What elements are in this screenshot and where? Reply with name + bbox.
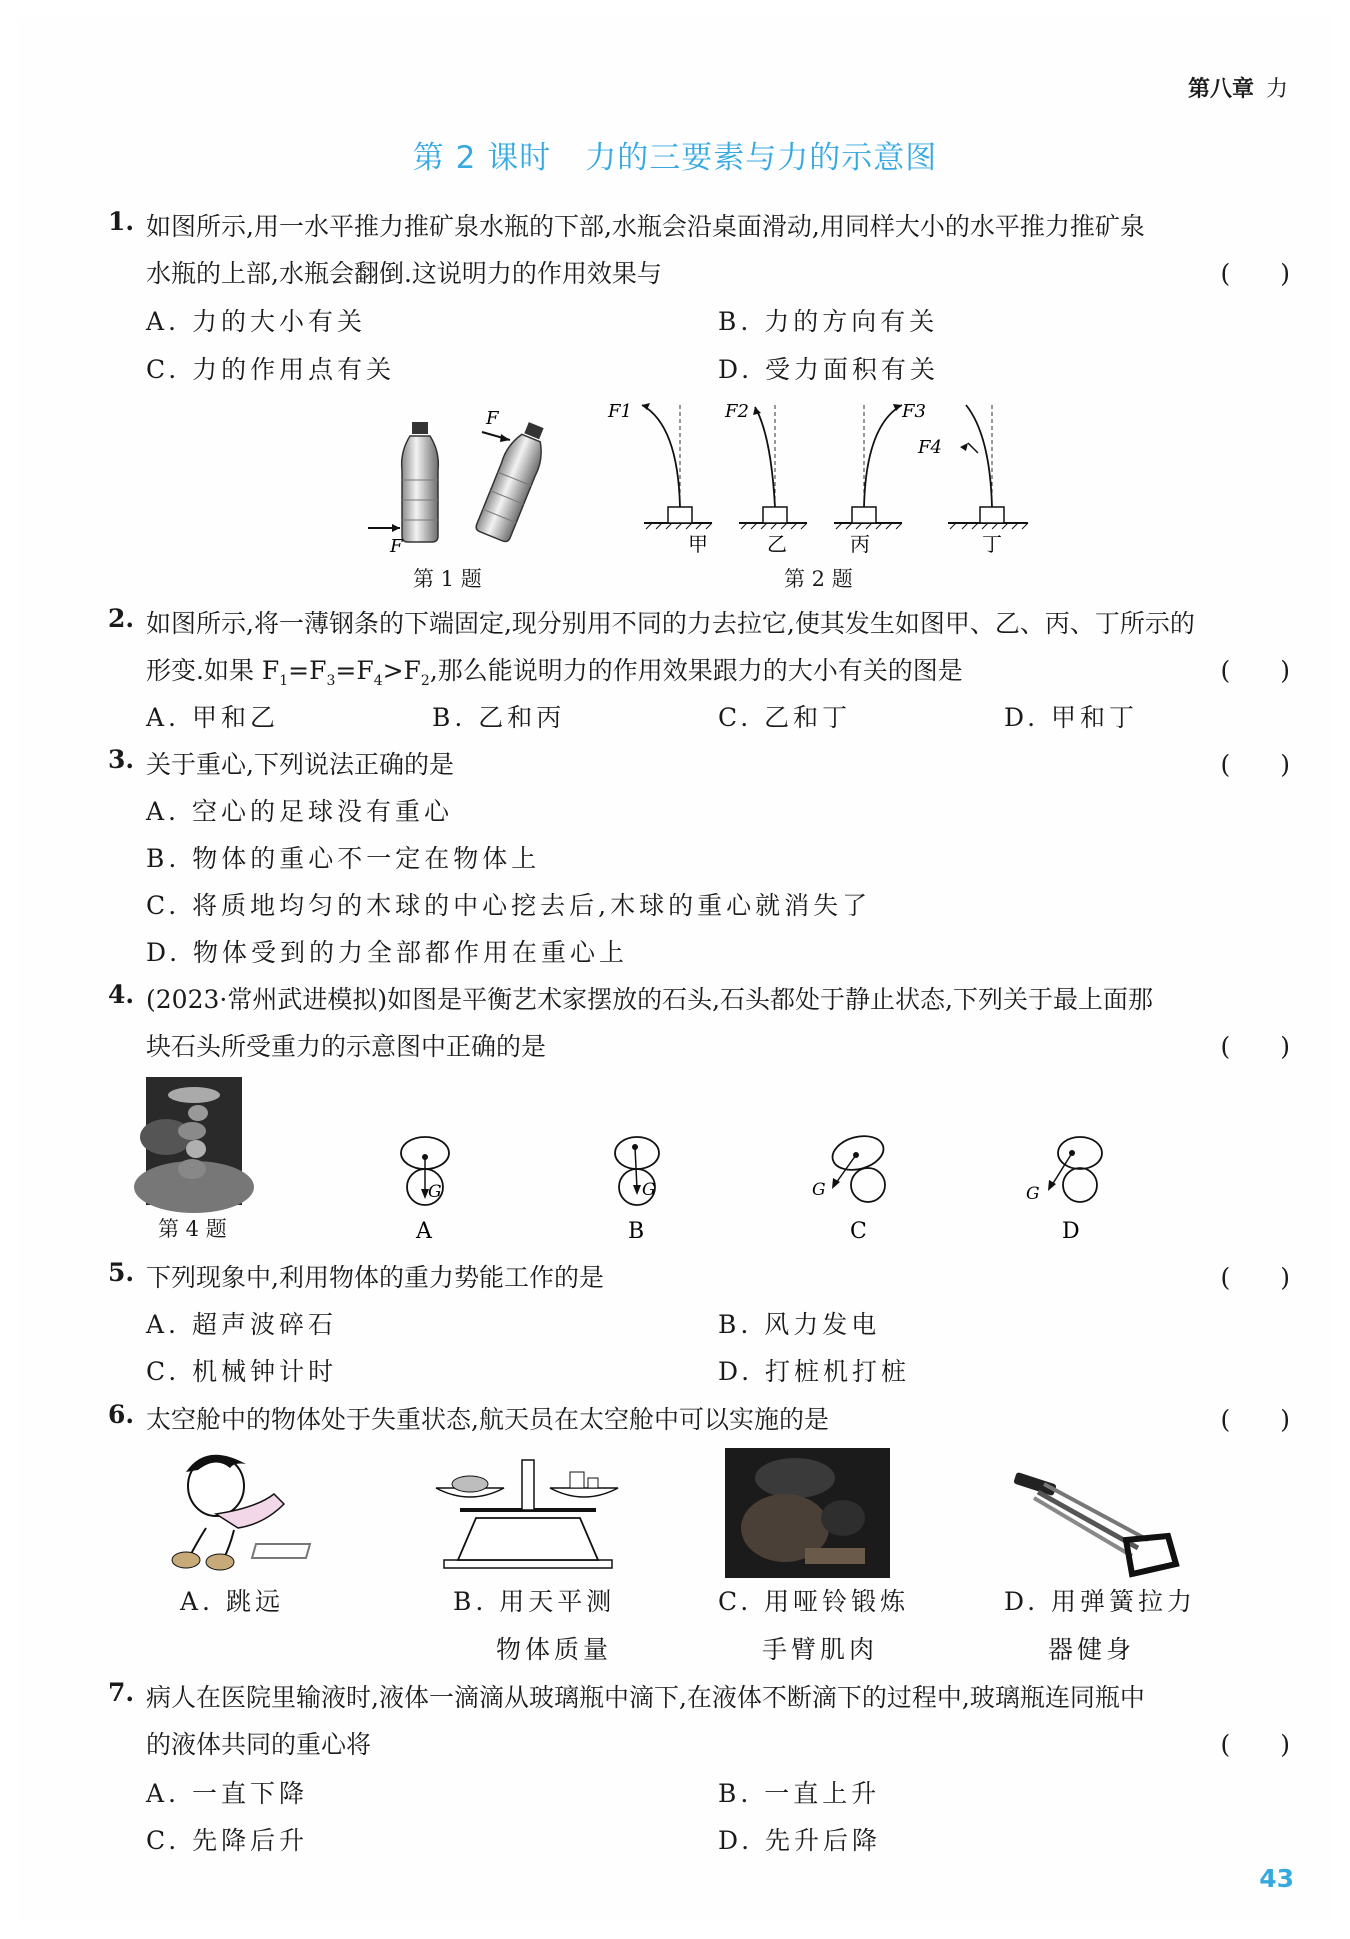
q7-text-line1: 病人在医院里输液时,液体一滴滴从玻璃瓶中滴下,在液体不断滴下的过程中,玻璃瓶连同瓶中 [146, 1683, 1145, 1712]
strip-label-ding: 丁 [982, 532, 1002, 556]
figure-6a-long-jump [146, 1448, 316, 1573]
force-arrow-upper [482, 408, 510, 442]
choice-c-diagram [812, 1131, 887, 1244]
q1-option-b[interactable]: B. 力的方向有关 [718, 307, 939, 336]
q7-option-b[interactable]: B. 一直上升 [718, 1779, 881, 1808]
q3-option-b[interactable]: B. 物体的重心不一定在物体上 [146, 844, 541, 873]
q4-text-line1: (2023·常州武进模拟)如图是平衡艺术家摆放的石头,石头都处于静止状态,下列关于最上面那 [146, 985, 1153, 1014]
q7-option-a[interactable]: A. 一直下降 [146, 1779, 308, 1808]
figure-1-caption: 第 1 题 [413, 567, 482, 591]
strip-bing [834, 401, 926, 556]
q6-option-a-line1[interactable]: A. 跳远 [180, 1587, 284, 1616]
q2-option-a[interactable]: A. 甲和乙 [146, 703, 279, 732]
force-label-f4: F4 [918, 437, 942, 458]
q6-option-c-line1[interactable]: C. 用哑铃锻炼 [718, 1587, 910, 1616]
choice-a-label: A [416, 1219, 432, 1244]
bottle-tilted [474, 418, 553, 543]
q7-option-d[interactable]: D. 先升后降 [718, 1826, 882, 1855]
choice-c-label: C [850, 1219, 867, 1244]
lesson-topic: 力的三要素与力的示意图 [585, 140, 938, 176]
figure-2-caption: 第 2 题 [784, 567, 853, 591]
q5-answer-blank[interactable]: ( ) [1220, 1263, 1290, 1292]
q3-text-line1: 关于重心,下列说法正确的是 [146, 750, 454, 779]
strip-label-yi: 乙 [767, 532, 787, 556]
figure-4-gravity-choices [380, 1125, 1160, 1245]
q2-option-d[interactable]: D. 甲和丁 [1004, 703, 1139, 732]
force-label-upper: F [486, 408, 499, 429]
choice-d-label: D [1062, 1219, 1080, 1244]
q6-answer-blank[interactable]: ( ) [1220, 1405, 1290, 1434]
q3-option-d[interactable]: D. 物体受到的力全部都作用在重心上 [146, 938, 629, 967]
q6-number: 6. [108, 1400, 135, 1429]
q5-option-a[interactable]: A. 超声波碎石 [146, 1310, 337, 1339]
q6-option-d-line1[interactable]: D. 用弹簧拉力 [1004, 1587, 1197, 1616]
q1-option-a[interactable]: A. 力的大小有关 [146, 307, 366, 336]
figure-4-caption: 第 4 题 [158, 1217, 227, 1241]
q3-answer-blank[interactable]: ( ) [1220, 750, 1290, 779]
q5-option-d[interactable]: D. 打桩机打桩 [718, 1357, 911, 1386]
q6-text-line1: 太空舱中的物体处于失重状态,航天员在太空舱中可以实施的是 [146, 1405, 829, 1434]
q4-number: 4. [108, 980, 135, 1009]
q2-option-c[interactable]: C. 乙和丁 [718, 703, 852, 732]
figure-6c-dumbbell-photo [725, 1448, 890, 1578]
figure-4-stone-photo [146, 1077, 242, 1205]
q7-number: 7. [108, 1678, 135, 1707]
bottle-upright [402, 422, 439, 542]
chapter-title: 力 [1265, 77, 1288, 102]
figure-1-bottles [360, 400, 560, 560]
q1-text-line1: 如图所示,用一水平推力推矿泉水瓶的下部,水瓶会沿桌面滑动,用同样大小的水平推力推矿泉 [146, 212, 1145, 241]
q1-option-c[interactable]: C. 力的作用点有关 [146, 355, 396, 384]
q5-option-b[interactable]: B. 风力发电 [718, 1310, 881, 1339]
chapter-header [1188, 72, 1288, 103]
q2-text-line2: 形变.如果 $F_1=F_3=F_4>F_2$,那么能说明力的作用效果跟力的大小有关的图是 [146, 656, 963, 689]
q3-number: 3. [108, 745, 135, 774]
force-label-f3: F3 [902, 401, 926, 422]
force-arrow-lower [368, 524, 404, 557]
choice-a-diagram [401, 1137, 449, 1244]
page-number: 43 [1259, 1864, 1294, 1893]
q1-answer-blank[interactable]: ( ) [1220, 259, 1290, 288]
svg-text:G: G [1026, 1184, 1040, 1204]
svg-text:G: G [812, 1180, 826, 1200]
q7-option-c[interactable]: C. 先降后升 [146, 1826, 309, 1855]
force-label-f2: F2 [725, 401, 749, 422]
svg-text:G: G [642, 1180, 656, 1200]
q3-option-c[interactable]: C. 将质地均匀的木球的中心挖去后,木球的重心就消失了 [146, 891, 872, 920]
q4-text-line2: 块石头所受重力的示意图中正确的是 [146, 1032, 547, 1061]
q1-option-d[interactable]: D. 受力面积有关 [718, 355, 940, 384]
q2-answer-blank[interactable]: ( ) [1220, 656, 1290, 685]
q2-option-b[interactable]: B. 乙和丙 [432, 703, 566, 732]
lesson-title [0, 132, 1350, 177]
q6-option-c-line2: 手臂肌肉 [762, 1635, 879, 1664]
strip-label-jia: 甲 [688, 532, 708, 556]
figure-6d-spring-exerciser [1008, 1470, 1183, 1580]
lesson-number: 第 2 课时 [412, 140, 552, 176]
q5-text-line1: 下列现象中,利用物体的重力势能工作的是 [146, 1263, 604, 1292]
q2-number: 2. [108, 604, 135, 633]
svg-text:G: G [428, 1182, 442, 1202]
force-label-lower: F [390, 536, 403, 557]
q6-option-b-line1[interactable]: B. 用天平测 [453, 1587, 616, 1616]
strip-ding [917, 405, 1028, 556]
q5-option-c[interactable]: C. 机械钟计时 [146, 1357, 338, 1386]
q7-answer-blank[interactable]: ( ) [1220, 1730, 1290, 1759]
q1-number: 1. [108, 207, 135, 236]
q3-option-a[interactable]: A. 空心的足球没有重心 [146, 797, 453, 826]
q4-answer-blank[interactable]: ( ) [1220, 1032, 1290, 1061]
figure-6b-balance [430, 1448, 625, 1573]
q1-text-line2: 水瓶的上部,水瓶会翻倒.这说明力的作用效果与 [146, 259, 662, 288]
choice-d-diagram [1026, 1137, 1102, 1244]
chapter-number: 第八章 [1187, 77, 1254, 102]
strip-yi [724, 401, 807, 556]
q7-text-line2: 的液体共同的重心将 [146, 1730, 372, 1759]
strip-label-bing: 丙 [850, 532, 870, 556]
choice-b-label: B [628, 1219, 645, 1244]
figure-2-steel-strips [608, 395, 1040, 565]
q2-text-line1: 如图所示,将一薄钢条的下端固定,现分别用不同的力去拉它,使其发生如图甲、乙、丙、丁所示的 [146, 609, 1195, 638]
choice-b-diagram [615, 1137, 659, 1244]
q6-option-b-line2: 物体质量 [496, 1635, 613, 1664]
q6-option-d-line2: 器健身 [1048, 1635, 1136, 1664]
force-label-f1: F1 [608, 401, 632, 422]
q5-number: 5. [108, 1258, 135, 1287]
